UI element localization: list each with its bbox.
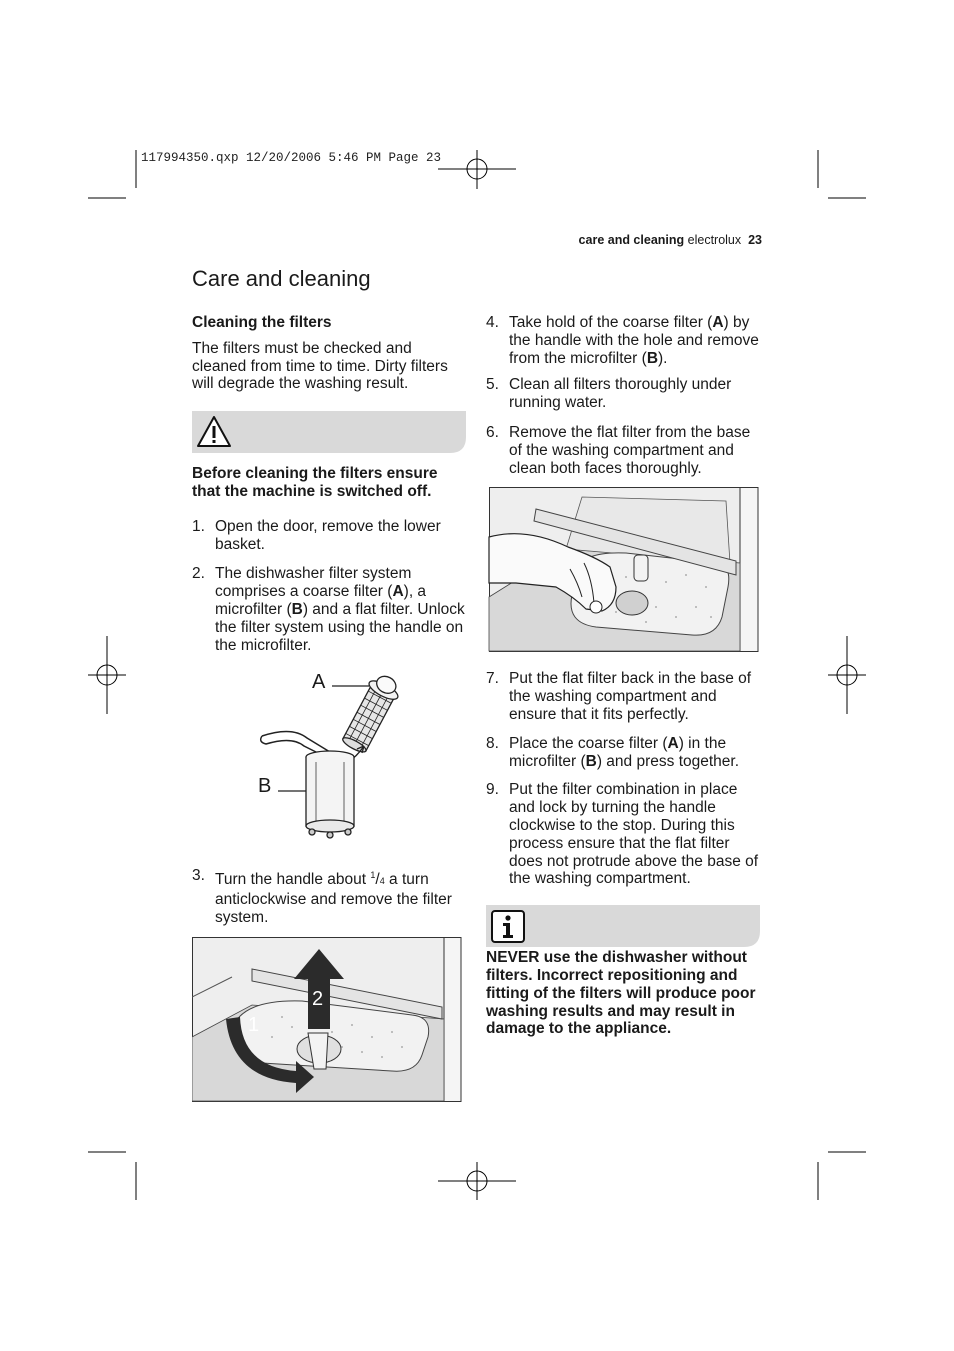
warning-banner: [192, 411, 466, 453]
list-item: [486, 424, 762, 477]
step-text: Turn the handle about $^1$/4 a turn anticlockwise and remove the filter system.: [215, 870, 452, 926]
step-number: 4.: [486, 314, 499, 331]
steps-list-left: [192, 518, 466, 655]
step-text-part: Turn the handle about: [215, 871, 371, 889]
flat-filter-illustration: [486, 487, 760, 653]
step-text: [215, 565, 465, 653]
fraction-denominator: 4: [379, 876, 385, 887]
step-text: Remove the flat filter from the base of the washing compartment and clean both faces thoroughly.: [509, 423, 751, 477]
label-b: B: [291, 600, 303, 618]
step-number: 1.: [192, 517, 205, 535]
step-number: 6.: [486, 423, 499, 441]
label-a: A: [712, 314, 724, 331]
list-item: [192, 565, 466, 654]
running-header-section: care and cleaning: [578, 233, 685, 247]
left-column: [192, 314, 466, 1103]
step-text-part: ), a microfilter (: [215, 583, 427, 618]
label-a: A: [392, 583, 404, 601]
info-banner: [486, 905, 762, 947]
subheading: Cleaning the filters: [192, 314, 332, 331]
warning-triangle-icon: [196, 415, 232, 454]
step-text-part: ) by the handle with the hole and remove from the microfilter (: [509, 314, 759, 367]
step-number: 8.: [486, 734, 499, 752]
step-text-part: ) and a flat filter. Unlock the filter system using the handle on the microfilter.: [215, 600, 465, 654]
list-item: [486, 314, 762, 367]
step-text-part: ).: [658, 349, 668, 367]
print-slug: 117994350.qxp 12/20/2006 5:46 PM Page 23: [141, 151, 442, 165]
figure-label-b: B: [258, 775, 272, 798]
figure-label-1: 1: [248, 1013, 260, 1036]
step-text-part: ) and press together.: [596, 752, 740, 770]
figure-label-2: 2: [312, 987, 324, 1010]
label-a: A: [667, 734, 679, 752]
filter-diagram: [192, 654, 466, 859]
right-column: [486, 314, 762, 1038]
list-item: [192, 867, 466, 926]
info-text: NEVER use the dishwasher without filters. Incorrect repositioning and fitting of the filters will produce poor washing results and may result in damage to the appliance.: [486, 949, 756, 1038]
step-number: 2.: [192, 565, 205, 583]
running-header-brand: electrolux: [687, 233, 742, 247]
steps-list-right-2: [486, 670, 762, 888]
steps-list-left-2: [192, 867, 466, 926]
warning-text: Before cleaning the filters ensure that the machine is switched off.: [192, 465, 438, 500]
step-text: [509, 314, 759, 367]
step-text-part: a turn anticlockwise and remove the filter system.: [215, 871, 452, 926]
list-item: [486, 735, 762, 771]
fraction-numerator: 1: [370, 870, 376, 881]
label-b: B: [646, 349, 659, 367]
list-item: [486, 670, 762, 723]
step-text: Put the flat filter back in the base of the washing compartment and ensure that it fits perfectly.: [509, 670, 752, 723]
step-text-part: Take hold of the coarse filter (: [509, 314, 713, 331]
step-number: 3.: [192, 867, 205, 885]
figure-label-a: A: [312, 671, 326, 694]
step-text: Clean all filters thoroughly under running water.: [509, 376, 732, 412]
step-text: [509, 735, 739, 770]
list-item: [486, 781, 762, 888]
page-number: 23: [748, 233, 762, 247]
info-icon: [490, 910, 526, 949]
step-text-part: Place the coarse filter (: [509, 734, 668, 752]
list-item: [192, 518, 466, 554]
step-text-part: The dishwasher filter system comprises a coarse filter (: [215, 565, 412, 601]
running-header: [579, 233, 762, 247]
step-text-part: ) in the microfilter (: [509, 734, 727, 770]
steps-list-right: [486, 314, 762, 477]
unlock-filter-illustration: [192, 937, 463, 1103]
page-title: Care and cleaning: [192, 266, 371, 291]
list-item: [486, 376, 762, 412]
intro-paragraph: The filters must be checked and cleaned from time to time. Dirty filters will degrade the washing result.: [192, 339, 448, 393]
label-b: B: [585, 752, 597, 770]
step-number: 5.: [486, 376, 499, 394]
step-number: 9.: [486, 781, 499, 799]
step-text: Open the door, remove the lower basket.: [215, 517, 441, 553]
step-number: 7.: [486, 670, 499, 688]
step-text: Put the filter combination in place and lock by turning the handle clockwise to the stop. During this process ensure that the flat filter does not protrude above the base of the washing compartment.: [509, 781, 759, 888]
